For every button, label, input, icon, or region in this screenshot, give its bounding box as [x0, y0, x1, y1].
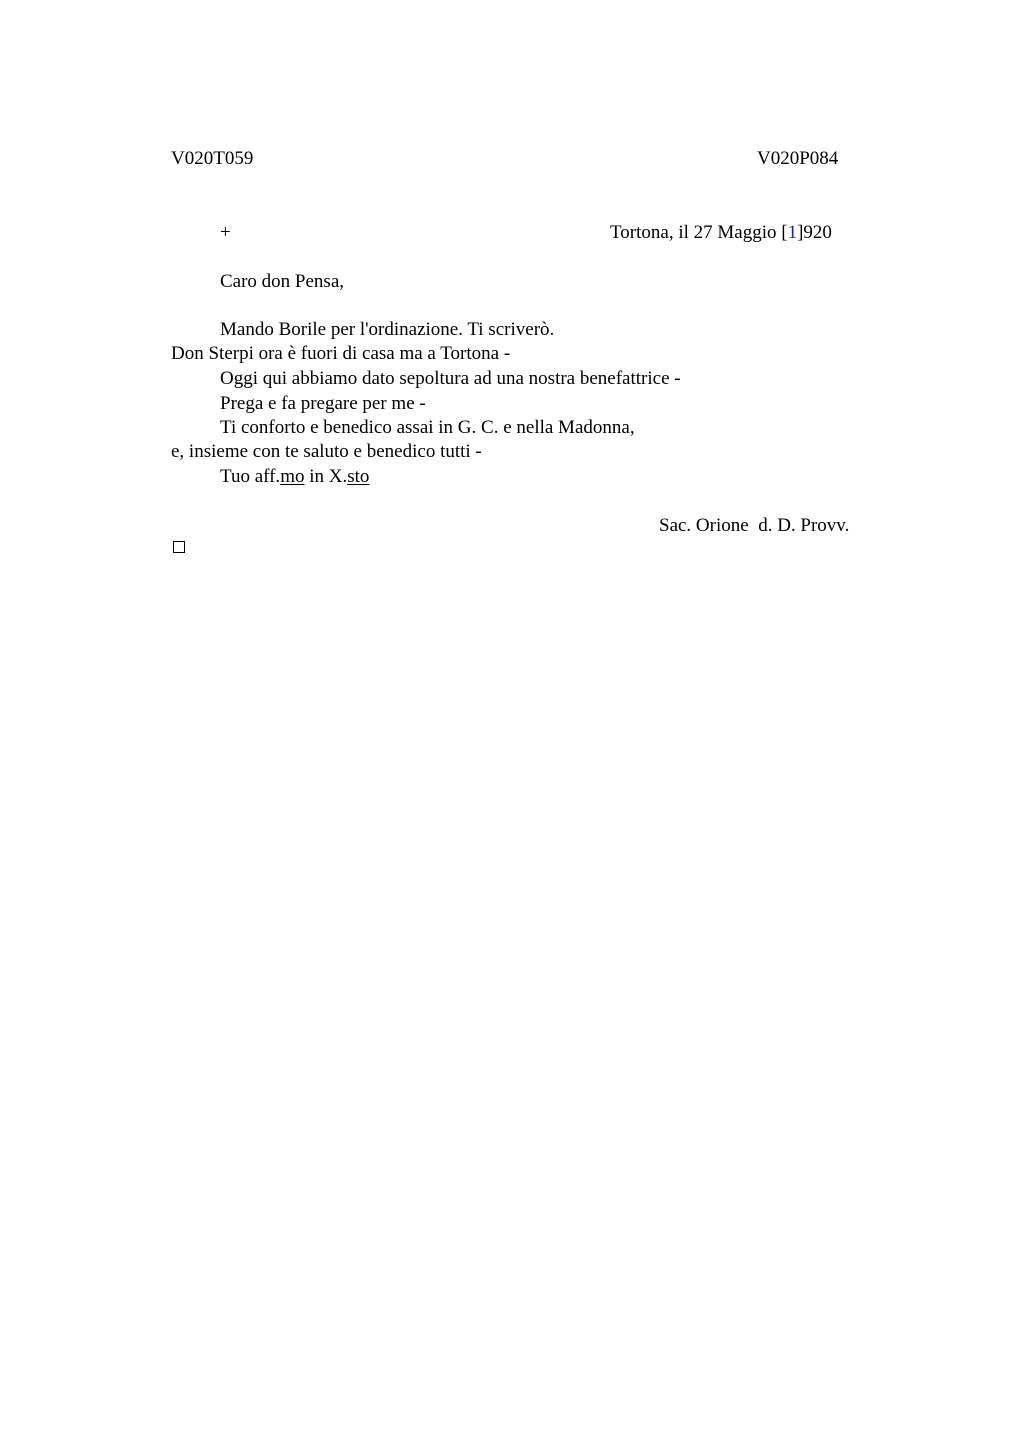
body-line-2: Don Sterpi ora è fuori di casa ma a Tortona -	[171, 343, 511, 364]
dateline-text-before: Tortona, il 27 Maggio [	[610, 222, 788, 243]
body-line-3: Oggi qui abbiamo dato sepoltura ad una nostra benefattrice -	[220, 368, 681, 389]
dateline	[610, 222, 832, 244]
closing-superscript-sto: sto	[347, 466, 370, 487]
document-code-right: V020P084	[757, 148, 839, 169]
body-line-6: e, insieme con te saluto e benedico tutti -	[171, 441, 482, 462]
footnote-reference-link[interactable]: 1	[787, 222, 798, 243]
cross-symbol: +	[220, 222, 231, 243]
dateline-text-after: ]920	[797, 222, 832, 243]
signature: Sac. Orione d. D. Provv.	[659, 515, 850, 536]
body-line-5: Ti conforto e benedico assai in G. C. e nella Madonna,	[220, 417, 635, 438]
body-line-4: Prega e fa pregare per me -	[220, 393, 426, 414]
closing-line	[220, 466, 369, 488]
end-marker-box-icon	[173, 541, 185, 553]
body-line-1: Mando Borile per l'ordinazione. Ti scriverò.	[220, 319, 555, 340]
document-code-left: V020T059	[171, 148, 254, 169]
closing-superscript-mo: mo	[280, 466, 305, 487]
salutation: Caro don Pensa,	[220, 271, 345, 292]
closing-prefix: Tuo aff.	[220, 466, 281, 487]
closing-mid: in X.	[304, 466, 348, 487]
